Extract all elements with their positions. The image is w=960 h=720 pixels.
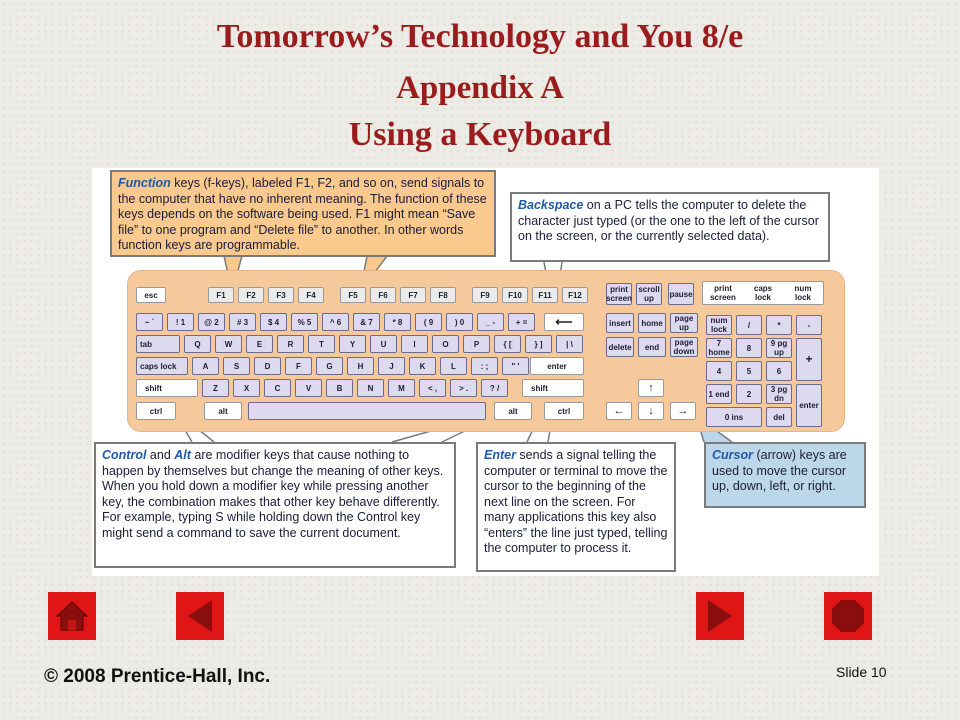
key-bottom-7: < , [419,379,446,397]
key-num-2: 2 [736,384,762,404]
title-line-3: Using a Keyboard [348,116,612,153]
key-f1: F1 [208,287,234,303]
key-number-0: ~ ` [136,313,163,331]
next-slide-button[interactable] [696,592,744,640]
callout-alt-lead: Alt [174,448,191,462]
home-icon [52,596,92,636]
callout-backspace-text: on a PC tells the computer to delete the character just typed (or the one to the left of the cursor on the screen, or the currently selected data). [518,198,819,243]
indicator-lights [702,281,824,305]
key-top-5: Y [339,335,366,353]
home-button[interactable] [48,592,96,640]
key-f2: F2 [238,287,264,303]
key-home-row-3: F [285,357,312,375]
key-number-9: ( 9 [415,313,442,331]
end-show-button[interactable] [824,592,872,640]
key-f5: F5 [340,287,366,303]
key-arrow-up: ↑ [638,379,664,397]
key-num-5: 5 [736,361,762,381]
key-top-11: } ] [525,335,552,353]
key-top-4: T [308,335,335,353]
key-top-1: W [215,335,242,353]
key-top-3: R [277,335,304,353]
key-home-row-4: G [316,357,343,375]
key-num-7: 7 home [706,338,732,358]
key-top-10: { [ [494,335,521,353]
title-line-2: Appendix A [396,70,564,106]
key-scroll-up: scroll up [636,283,662,305]
key-top-6: U [370,335,397,353]
key-insert: insert [606,313,634,333]
key-number-11: _ - [477,313,504,331]
callout-function-lead: Function [118,176,171,190]
callout-function-text: keys (f-keys), labeled F1, F2, and so on, send signals to the computer that have no inherent meaning. The function of these keys depends on the software being used. F1 might mean “Save file” to one program and “Delete file” to another. In other words function keys are programmable. [118,176,487,252]
indicator-print-screen: print screen [710,284,736,302]
key-bottom-2: C [264,379,291,397]
key-f8: F8 [430,287,456,303]
key-alt-right: alt [494,402,532,420]
key-backspace: ⟵ [544,313,584,331]
key-delete: delete [606,337,634,357]
callout-control-alt [94,442,456,568]
key-arrow-left: ← [606,402,632,420]
key-number-7: & 7 [353,313,380,331]
left-triangle-icon [180,596,220,636]
keyboard-diagram [127,270,845,432]
key-number-3: # 3 [229,313,256,331]
key-num-8: 8 [736,338,762,358]
key-bottom-1: X [233,379,260,397]
key-num-plus: + [796,338,822,381]
key-bottom-3: V [295,379,322,397]
key-number-1: ! 1 [167,313,194,331]
key-f7: F7 [400,287,426,303]
previous-slide-button[interactable] [176,592,224,640]
key-bottom-5: N [357,379,384,397]
key-num-4: 4 [706,361,732,381]
callout-enter-text: sends a signal telling the computer or terminal to move the cursor to the beginning of the next line on the screen. For many applications this key also “enters” the line just typed, telling the computer to process it. [484,448,668,555]
key-ctrl-left: ctrl [136,402,176,420]
stop-octagon-icon [828,596,868,636]
key-f12: F12 [562,287,588,303]
key-num-6: 6 [766,361,792,381]
copyright-notice: © 2008 Prentice-Hall, Inc. [44,666,271,687]
key-caps-lock: caps lock [136,357,188,375]
callout-function-keys [110,170,496,257]
callout-cursor-lead: Cursor [712,448,753,462]
key-top-2: E [246,335,273,353]
key-num-lock: num lock [706,315,732,335]
key-top-8: O [432,335,459,353]
key-home-row-6: J [378,357,405,375]
key-shift-left: shift [136,379,198,397]
key-num-0: 0 ins [706,407,762,427]
key-bottom-0: Z [202,379,229,397]
key-f3: F3 [268,287,294,303]
callout-backspace [510,192,830,262]
callout-backspace-lead: Backspace [518,198,584,212]
key-home-row-0: A [192,357,219,375]
key-home-row-10: " ' [502,357,529,375]
key-alt-left: alt [204,402,242,420]
key-f9: F9 [472,287,498,303]
key-end: end [638,337,666,357]
key-number-2: @ 2 [198,313,225,331]
callout-control-text: are modifier keys that cause nothing to happen by themselves but change the meaning of other keys. When you hold down a modifier key while pressing another key, the combination makes that other key behave differently. For example, typing S while holding down the Control key might send a command to save the current document. [102,448,444,540]
key-bottom-4: B [326,379,353,397]
callout-control-and: and [146,448,175,462]
key-number-5: % 5 [291,313,318,331]
key-bottom-8: > . [450,379,477,397]
key-f10: F10 [502,287,528,303]
key-f11: F11 [532,287,558,303]
indicator-num-lock: num lock [794,284,812,302]
title-line-1: Tomorrow’s Technology and You 8/e [216,18,744,55]
key-num-3: 3 pg dn [766,384,792,404]
key-f6: F6 [370,287,396,303]
key-number-12: + = [508,313,535,331]
keyboard-figure [92,168,879,576]
key-home-row-8: L [440,357,467,375]
key-home-row-5: H [347,357,374,375]
key-number-4: $ 4 [260,313,287,331]
key-num-1: 1 end [706,384,732,404]
key-enter: enter [530,357,584,375]
key-top-0: Q [184,335,211,353]
key-num-minus: - [796,315,822,335]
callout-cursor-text: (arrow) keys are used to move the cursor up, down, left, or right. [712,448,847,493]
key-top-7: I [401,335,428,353]
key-top-9: P [463,335,490,353]
key-number-8: * 8 [384,313,411,331]
key-arrow-right: → [670,402,696,420]
key-num-enter: enter [796,384,822,427]
key-home-row-1: S [223,357,250,375]
key-ctrl-right: ctrl [544,402,584,420]
key-top-12: | \ [556,335,583,353]
key-bottom-9: ? / [481,379,508,397]
key-num-divide: / [736,315,762,335]
key-home: home [638,313,666,333]
key-home-row-9: : ; [471,357,498,375]
key-page-up: page up [670,313,698,333]
key-num-del: del [766,407,792,427]
key-home-row-7: K [409,357,436,375]
callout-enter-lead: Enter [484,448,516,462]
callout-enter [476,442,676,572]
key-arrow-down: ↓ [638,402,664,420]
key-number-6: ^ 6 [322,313,349,331]
key-print-screen: print screen [606,285,632,303]
callout-cursor [704,442,866,508]
key-num-9: 9 pg up [766,338,792,358]
key-num-multiply: * [766,315,792,335]
key-pause: pause [668,283,694,305]
slide-number: Slide 10 [836,664,887,680]
key-esc: esc [136,287,166,303]
key-page-down: page down [670,337,698,357]
key-number-10: ) 0 [446,313,473,331]
right-triangle-icon [700,596,740,636]
indicator-caps-lock: caps lock [753,284,773,302]
key-bottom-6: M [388,379,415,397]
key-tab: tab [136,335,180,353]
key-f4: F4 [298,287,324,303]
key-spacebar [248,402,486,420]
callout-control-lead: Control [102,448,147,462]
key-shift-right: shift [522,379,584,397]
key-home-row-2: D [254,357,281,375]
